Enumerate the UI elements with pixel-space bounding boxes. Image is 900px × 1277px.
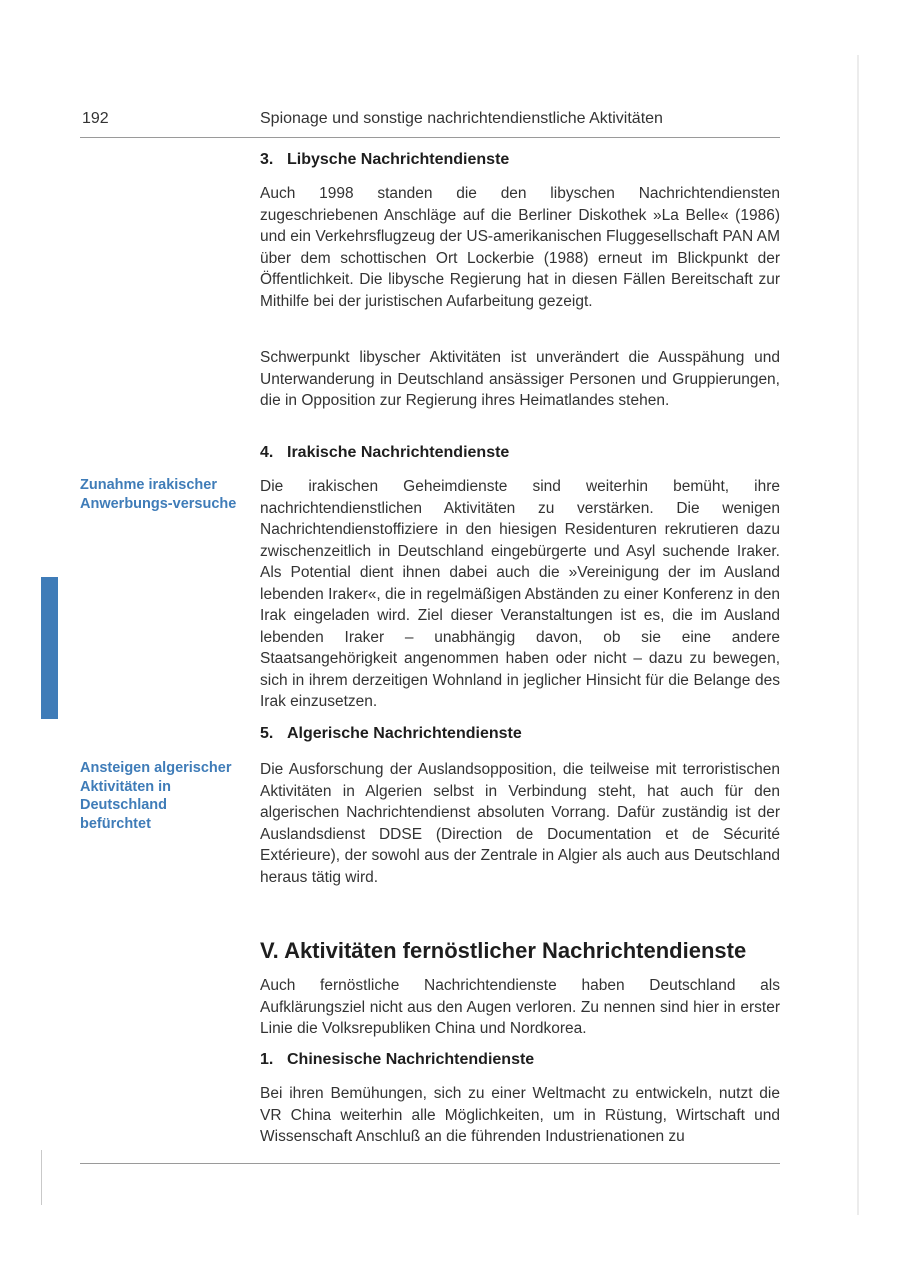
chapter-heading-far-east: V. Aktivitäten fernöstlicher Nachrichtendienste xyxy=(260,938,747,963)
heading-title: Libysche Nachrichtendienste xyxy=(287,151,510,168)
heading-number: 4. xyxy=(260,444,274,461)
page-edge-shadow xyxy=(857,55,859,1215)
margin-accent-bar xyxy=(41,577,58,719)
paragraph-libya-2: Schwerpunkt libyscher Aktivitäten ist unverändert die Ausspähung und Unterwanderung in Deutschland ansässiger Personen und Gruppierungen, die in Opposition zur Regierung ihres Heimatlandes stehen. xyxy=(260,349,780,409)
heading-title: Irakische Nachrichtendienste xyxy=(287,444,510,461)
margin-note-iraq: Zunahme irakischer Anwerbungs-versuche xyxy=(80,477,237,512)
margin-note-algeria: Ansteigen algerischer Aktivitäten in Deutschland befürchtet xyxy=(80,760,232,832)
paragraph-far-east-1: Auch fernöstliche Nachrichtendienste haben Deutschland als Aufklärungsziel nicht aus den Augen verloren. Zu nennen sind hier in erster Linie die Volksrepubliken China und Nordkorea. xyxy=(260,977,780,1037)
heading-libya xyxy=(260,150,780,170)
heading-number: 5. xyxy=(260,725,274,742)
header-divider xyxy=(80,137,780,138)
heading-number: 1. xyxy=(260,1051,274,1068)
paragraph-china-1: Bei ihren Bemühungen, sich zu einer Weltmacht zu entwickeln, nutzt die VR China weiterhin alle Möglichkeiten, um in Rüstung, Wirtschaft und Wissenschaft Anschluß an die führenden Industrienationen zu xyxy=(260,1085,780,1145)
running-title: Spionage und sonstige nachrichtendienstliche Aktivitäten xyxy=(260,110,663,127)
paragraph-libya-1: Auch 1998 standen die den libyschen Nachrichtendiensten zugeschriebenen Anschläge auf die Berliner Diskothek »La Belle« (1986) und ein Verkehrsflugzeug der US-amerikanischen Fluggesellschaft PAN AM über dem schottischen Ort Lockerbie (1988) erneut im Blickpunkt der Öffentlichkeit. Die libysche Regierung hat in diesen Fällen Bereitschaft zur Mithilfe bei der juristischen Aufarbeitung gezeigt. xyxy=(260,185,780,310)
heading-algeria xyxy=(260,724,780,744)
heading-title: Algerische Nachrichtendienste xyxy=(287,725,522,742)
paragraph-iraq-1: Die irakischen Geheimdienste sind weiterhin bemüht, ihre nachrichtendienstlichen Aktivitäten zu verstärken. Die wenigen Nachrichtendienstoffiziere in den hiesigen Residenturen rekrutieren dazu zwischenzeitlich in Deutschland eingebürgerte und Asyl suchende Iraker. Als Potential dient ihnen dabei auch die »Vereinigung der im Ausland lebenden Iraker«, die in regelmäßigen Abständen zu einer Konferenz in den Irak eingeladen wird. Ziel dieser Veranstaltungen ist es, die im Ausland lebenden Iraker – unabhängig davon, ob sie eine andere Staatsangehörigkeit angenommen haben oder nicht – dazu zu bewegen, sich in ihrem derzeitigen Wohnland in jeglicher Hinsicht für die Belange des Irak einzusetzen. xyxy=(260,478,780,710)
heading-number: 3. xyxy=(260,151,274,168)
heading-title: Chinesische Nachrichtendienste xyxy=(287,1051,535,1068)
footer-divider xyxy=(80,1163,780,1164)
heading-china xyxy=(260,1050,780,1070)
page-number: 192 xyxy=(82,110,109,127)
paragraph-algeria-1: Die Ausforschung der Auslandsopposition, die teilweise mit terroristischen Aktivitäten in Algerien selbst in Verbindung steht, hat auch für den algerischen Nachrichtendienst absoluten Vorrang. Dafür zuständig ist der Auslandsdienst DDSE (Direction de Documentation et de Sécurité Extérieure), der sowohl aus der Zentrale in Algier als auch aus Deutschland heraus tätig wird. xyxy=(260,761,780,886)
heading-iraq xyxy=(260,443,780,463)
margin-line xyxy=(41,1150,42,1205)
